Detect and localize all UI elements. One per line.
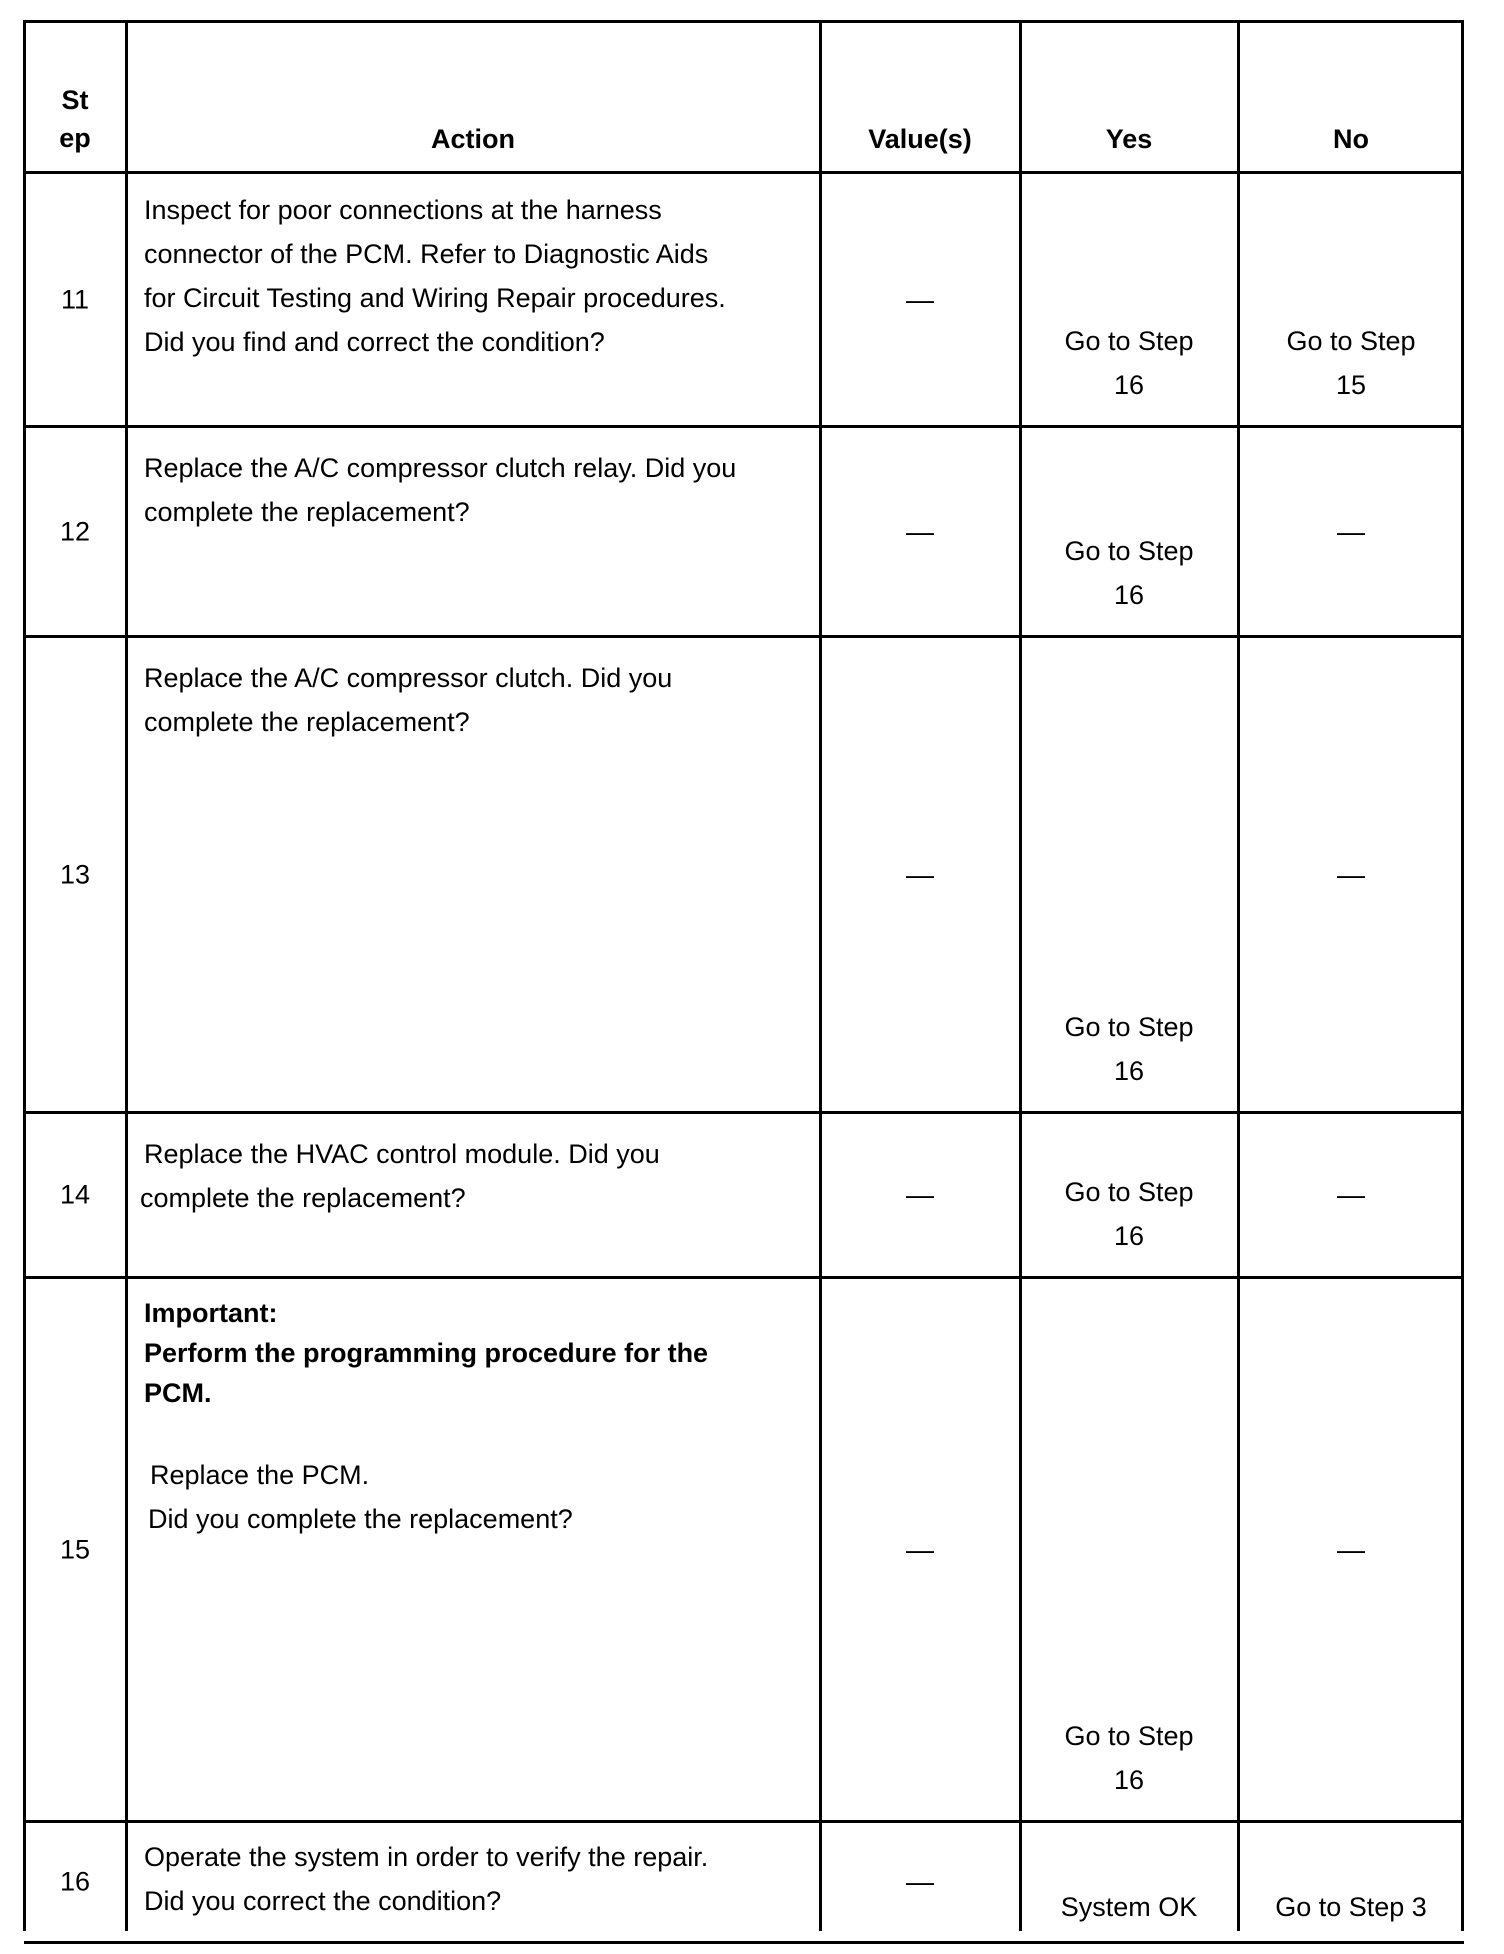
header-step-line1: St [61,85,89,115]
action-line: complete the replacement? [144,707,470,737]
yes-goto-label: Go to Step [1064,1012,1194,1042]
table-row [24,1823,1464,1944]
header-row [24,23,1464,174]
action-line: Replace the A/C compressor clutch relay. Did you [144,453,737,483]
table-row [24,1114,1464,1279]
important-heading: Important: [144,1298,278,1328]
step-number: 12 [59,516,91,546]
table-border-left [23,20,26,1931]
important-text: Perform the programming procedure for the [144,1338,709,1368]
step-number: 11 [60,284,90,314]
action-line: Inspect for poor connections at the harness [144,195,662,225]
important-text: PCM. [144,1378,212,1408]
step-number: 16 [59,1866,91,1897]
action-line: Replace the PCM. [150,1460,370,1490]
step-cell [24,1823,126,1941]
value-cell [820,174,1020,425]
column-divider [1019,20,1022,1931]
value-cell [820,428,1020,635]
action-line: complete the replacement? [140,1183,466,1213]
yes-goto-step: 16 [1113,1221,1145,1251]
header-yes-label: Yes [1105,124,1153,154]
action-line: Replace the HVAC control module. Did you [144,1139,660,1169]
value-cell [820,1279,1020,1820]
no-goto-step: 15 [1335,370,1367,400]
no-dash: — [1337,515,1365,547]
yes-result: System OK [1060,1892,1198,1922]
header-step [24,23,126,171]
header-no [1238,23,1464,171]
no-cell [1238,638,1464,1111]
step-number: 14 [59,1179,91,1210]
yes-goto-label: Go to Step [1064,1177,1194,1207]
yes-goto-label: Go to Step [1064,536,1194,566]
action-line: for Circuit Testing and Wiring Repair procedures. [144,283,726,313]
header-action [126,23,820,171]
value-dash: — [906,1866,934,1897]
header-yes [1020,23,1238,171]
step-cell [24,1114,126,1276]
value-dash: — [906,858,934,890]
action-line: Did you correct the condition? [144,1886,502,1916]
step-number: 13 [59,859,91,889]
table-row [24,428,1464,638]
value-dash: — [906,1533,934,1565]
no-cell [1238,1114,1464,1276]
yes-cell [1020,1823,1238,1941]
yes-goto-step: 16 [1113,1765,1145,1795]
diagnostic-table [24,20,1464,1944]
no-goto-label: Go to Step [1286,326,1416,356]
header-values-label: Value(s) [868,124,972,154]
yes-goto-label: Go to Step [1064,326,1194,356]
yes-goto-step: 16 [1113,370,1145,400]
yes-cell [1020,1279,1238,1820]
action-cell [126,174,820,425]
no-dash: — [1337,1533,1365,1565]
value-dash: — [906,515,934,547]
column-divider [819,20,822,1931]
action-line: connector of the PCM. Refer to Diagnostic Aids [144,239,709,269]
no-dash: — [1337,1179,1365,1210]
yes-cell [1020,638,1238,1111]
step-cell [24,174,126,425]
table-row [24,1279,1464,1823]
yes-goto-step: 16 [1113,580,1145,610]
action-cell [126,1279,820,1820]
step-cell [24,1279,126,1820]
table-row [24,174,1464,428]
no-dash: — [1337,858,1365,890]
yes-goto-label: Go to Step [1064,1721,1194,1751]
action-cell [126,1823,820,1941]
value-dash: — [906,283,934,315]
action-line: Operate the system in order to verify the repair. [144,1842,709,1872]
yes-cell [1020,174,1238,425]
column-divider [1237,20,1240,1931]
header-values [820,23,1020,171]
header-step-line2: ep [59,123,91,153]
no-cell [1238,174,1464,425]
step-cell [24,428,126,635]
action-line: Did you find and correct the condition? [144,327,605,357]
action-cell [126,1114,820,1276]
value-cell [820,638,1020,1111]
table-row [24,638,1464,1114]
value-dash: — [906,1179,934,1210]
yes-goto-step: 16 [1113,1056,1145,1086]
step-cell [24,638,126,1111]
no-cell [1238,1279,1464,1820]
yes-cell [1020,428,1238,635]
value-cell [820,1823,1020,1941]
action-cell [126,638,820,1111]
no-goto: Go to Step 3 [1275,1892,1427,1922]
action-line: Did you complete the replacement? [148,1504,573,1534]
value-cell [820,1114,1020,1276]
no-cell [1238,428,1464,635]
table-border-right [1461,20,1464,1931]
header-action-label: Action [431,124,515,154]
column-divider [125,20,128,1931]
action-cell [126,428,820,635]
header-no-label: No [1333,124,1369,154]
yes-cell [1020,1114,1238,1276]
no-cell [1238,1823,1464,1941]
step-number: 15 [59,1534,91,1564]
action-line: Replace the A/C compressor clutch. Did you [144,663,673,693]
action-line: complete the replacement? [144,497,470,527]
